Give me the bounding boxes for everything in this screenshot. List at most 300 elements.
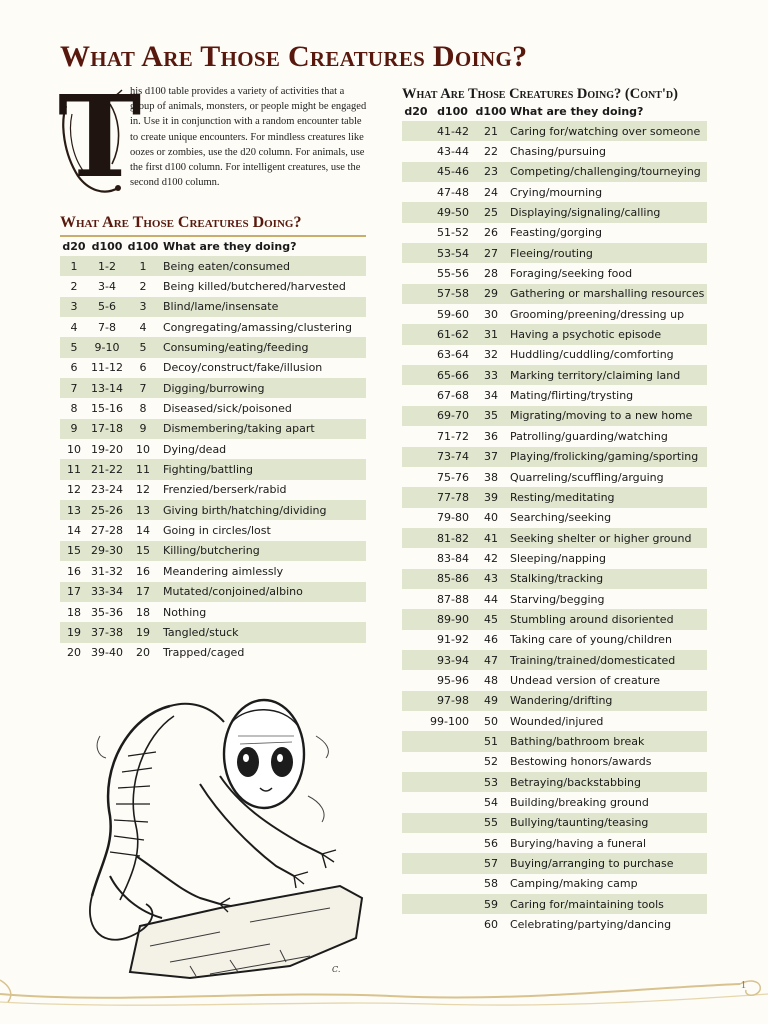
cell-d100-animals: 71-72	[437, 429, 469, 443]
cell-d100-animals: 51-52	[437, 226, 469, 240]
cell-d100-animals: 45-46	[430, 162, 475, 182]
cell-d100-intelligent: 31	[475, 324, 507, 344]
cell-d100-animals: 39-40	[91, 646, 123, 660]
cell-d20	[402, 243, 430, 263]
table-row	[60, 337, 366, 357]
cell-activity: Patrolling/guarding/watching	[509, 429, 668, 443]
cell-d100-intelligent: 13	[126, 500, 160, 520]
table-row	[402, 508, 707, 528]
cell-d20: 16	[67, 564, 81, 578]
cell-activity: Frenzied/berserk/rabid	[163, 483, 287, 497]
cell-d20: 13	[60, 500, 88, 520]
cell-d100-intelligent: 27	[475, 243, 507, 263]
cell-d100-animals: 73-74	[430, 447, 475, 467]
cell-d100-animals: 29-30	[88, 541, 126, 561]
cell-d100-animals: 79-80	[437, 511, 469, 525]
table-row	[402, 345, 707, 365]
cell-d100-intelligent: 60	[483, 918, 498, 932]
table-row	[60, 276, 366, 296]
cell-activity: Tangled/stuck	[160, 622, 366, 642]
cell-d20	[402, 670, 430, 690]
table-row	[402, 406, 707, 426]
cell-d20	[402, 406, 430, 426]
cell-d100-animals: 23-24	[91, 483, 123, 497]
cell-d20: 5	[60, 337, 88, 357]
cell-d100-intelligent: 42	[483, 551, 498, 565]
cell-d100-animals	[430, 792, 475, 812]
cell-d100-animals: 83-84	[437, 551, 469, 565]
cell-d20	[402, 569, 430, 589]
cell-activity: Sleeping/napping	[509, 551, 606, 565]
cell-d100-intelligent: 46	[483, 633, 498, 647]
cell-d100-intelligent: 54	[483, 796, 498, 810]
cell-activity: Mutated/conjoined/albino	[160, 582, 366, 602]
cell-d100-intelligent: 51	[475, 731, 507, 751]
cell-d20: 11	[60, 459, 88, 479]
cell-d20	[402, 508, 430, 528]
table-row	[402, 894, 707, 914]
table2-body	[402, 121, 707, 935]
cell-d100-intelligent: 30	[483, 307, 498, 321]
cell-d20: 10	[67, 442, 81, 456]
cell-d20	[402, 182, 430, 202]
cell-activity: Trapped/caged	[163, 646, 245, 660]
table1	[60, 237, 366, 663]
cell-activity: Gathering or marshalling resources	[507, 284, 707, 304]
cell-d20	[402, 447, 430, 467]
cell-activity: Killing/butchering	[160, 541, 366, 561]
cell-d20: 15	[60, 541, 88, 561]
cell-d100-intelligent: 22	[483, 145, 498, 159]
cell-activity: Competing/challenging/tourneying	[507, 162, 707, 182]
cell-d20	[402, 487, 430, 507]
cell-d100-animals: 99-100	[430, 714, 469, 728]
cell-d100-intelligent: 20	[136, 646, 150, 660]
cell-d20	[402, 894, 430, 914]
table-row	[402, 304, 707, 324]
cell-activity: Playing/frolicking/gaming/sporting	[507, 447, 707, 467]
cell-d20: 19	[60, 622, 88, 642]
cell-d100-intelligent: 43	[475, 569, 507, 589]
cell-d100-intelligent: 56	[483, 836, 498, 850]
cell-d20	[402, 284, 430, 304]
cell-activity: Huddling/cuddling/comforting	[509, 348, 674, 362]
cell-d20	[402, 202, 430, 222]
intro-paragraph	[58, 72, 368, 203]
cell-d20	[402, 589, 430, 609]
cell-d20	[402, 630, 430, 650]
cell-d100-intelligent: 36	[483, 429, 498, 443]
cell-d100-intelligent: 16	[136, 564, 150, 578]
cell-d100-animals: 1-2	[88, 256, 126, 276]
table-row	[60, 459, 366, 479]
cell-activity: Camping/making camp	[509, 877, 638, 891]
cell-d20: 3	[60, 297, 88, 317]
cell-activity: Meandering aimlessly	[163, 564, 284, 578]
table-row	[60, 297, 366, 317]
table1-header-d20: d20	[62, 240, 86, 253]
cell-activity: Dismembering/taking apart	[160, 419, 366, 439]
table2-header-d20: d20	[404, 105, 428, 118]
cell-d20	[402, 365, 430, 385]
cell-d20: 6	[70, 361, 78, 375]
cell-activity: Burying/having a funeral	[509, 836, 647, 850]
cell-d20	[402, 792, 430, 812]
table-row	[60, 561, 366, 581]
cell-activity: Bestowing honors/awards	[509, 755, 652, 769]
cell-activity: Celebrating/partying/dancing	[509, 918, 672, 932]
cell-d20	[402, 752, 430, 772]
cell-d100-intelligent: 59	[475, 894, 507, 914]
table-row	[402, 833, 707, 853]
cell-d100-intelligent: 40	[483, 511, 498, 525]
artist-signature-icon: C.	[332, 965, 341, 974]
table1-header-d100-animals: d100	[91, 240, 123, 253]
cell-d100-intelligent: 35	[475, 406, 507, 426]
cell-activity: Caring for/watching over someone	[507, 121, 707, 141]
cell-d100-intelligent: 29	[475, 284, 507, 304]
cell-activity: Going in circles/lost	[163, 524, 271, 538]
table-row	[402, 447, 707, 467]
cell-d20	[402, 528, 430, 548]
cell-d100-animals: 11-12	[91, 361, 123, 375]
table2-header-activity: What are they doing?	[509, 105, 644, 118]
table-row	[402, 365, 707, 385]
cell-d100-intelligent: 28	[483, 267, 498, 281]
cell-d100-animals: 35-36	[91, 605, 123, 619]
cell-d100-animals: 9-10	[88, 337, 126, 357]
table-row	[402, 731, 707, 751]
cell-d20	[402, 914, 430, 934]
table-row	[60, 643, 366, 663]
cell-d100-intelligent: 21	[475, 121, 507, 141]
table-row	[402, 914, 707, 934]
cell-d100-intelligent: 52	[483, 755, 498, 769]
cell-d20	[402, 324, 430, 344]
table-row	[402, 182, 707, 202]
cell-d100-animals: 33-34	[88, 582, 126, 602]
table-row	[402, 548, 707, 568]
cell-activity: Betraying/backstabbing	[507, 772, 707, 792]
cell-d100-animals: 5-6	[88, 297, 126, 317]
table2-header-d100-animals: d100	[437, 105, 468, 118]
cell-d20	[402, 691, 430, 711]
table-row	[402, 385, 707, 405]
table1-header-d100-intelligent: d100	[127, 240, 159, 253]
cell-activity: Seeking shelter or higher ground	[507, 528, 707, 548]
dropcap-letter	[58, 72, 142, 203]
cell-d100-animals	[430, 874, 475, 894]
dropcap-glyph: T	[58, 72, 142, 203]
cell-d100-animals: 7-8	[98, 320, 116, 334]
cell-d100-animals: 93-94	[430, 650, 475, 670]
cell-d100-animals: 97-98	[430, 691, 475, 711]
cell-d20: 7	[60, 378, 88, 398]
cell-activity: Blind/lame/insensate	[160, 297, 366, 317]
cell-activity: Foraging/seeking food	[509, 267, 633, 281]
cell-d100-animals: 37-38	[88, 622, 126, 642]
creature-illustration	[70, 676, 370, 982]
table-row	[402, 752, 707, 772]
cell-d100-animals: 21-22	[88, 459, 126, 479]
cell-d100-intelligent: 24	[483, 185, 498, 199]
cell-d100-animals: 43-44	[437, 145, 469, 159]
cell-d20	[402, 263, 430, 283]
table-row	[402, 853, 707, 873]
cell-d100-intelligent: 14	[136, 524, 150, 538]
table2-header-row	[402, 102, 707, 121]
cell-activity: Searching/seeking	[509, 511, 612, 525]
table-row	[60, 602, 366, 622]
cell-d100-animals: 49-50	[430, 202, 475, 222]
cell-d100-intelligent: 12	[136, 483, 150, 497]
cell-d100-intelligent: 1	[126, 256, 160, 276]
cell-d20	[402, 385, 430, 405]
cell-d100-intelligent: 50	[483, 714, 498, 728]
cell-d20	[402, 548, 430, 568]
cell-d100-intelligent: 45	[475, 609, 507, 629]
cell-d100-animals: 87-88	[437, 592, 469, 606]
cell-d100-animals: 27-28	[91, 524, 123, 538]
table-row	[60, 582, 366, 602]
table-row	[60, 439, 366, 459]
cell-d100-animals: 81-82	[430, 528, 475, 548]
cell-d20	[402, 711, 430, 731]
cell-d20: 2	[70, 280, 78, 294]
cell-d100-intelligent: 34	[483, 389, 498, 403]
cell-d20: 20	[67, 646, 81, 660]
cell-d20	[402, 121, 430, 141]
cell-activity: Having a psychotic episode	[507, 324, 707, 344]
cell-d100-animals: 53-54	[430, 243, 475, 263]
cell-d100-animals: 65-66	[430, 365, 475, 385]
cell-d20: 9	[60, 419, 88, 439]
cell-d100-intelligent: 57	[475, 853, 507, 873]
cell-d20	[402, 467, 430, 487]
cell-activity: Building/breaking ground	[509, 796, 649, 810]
table-row	[402, 141, 707, 161]
page-number: 1	[741, 980, 746, 991]
table-row	[60, 378, 366, 398]
cell-activity: Displaying/signaling/calling	[507, 202, 707, 222]
cell-d100-intelligent: 55	[475, 813, 507, 833]
cell-activity: Chasing/pursuing	[509, 145, 606, 159]
table-row	[60, 419, 366, 439]
cell-d100-animals	[430, 731, 475, 751]
cell-d100-intelligent: 25	[475, 202, 507, 222]
cell-activity: Migrating/moving to a new home	[507, 406, 707, 426]
page-title: What Are Those Creatures Doing?	[60, 40, 528, 73]
cell-d100-intelligent: 41	[475, 528, 507, 548]
cell-d100-animals: 25-26	[88, 500, 126, 520]
cell-d100-intelligent: 58	[483, 877, 498, 891]
table-row	[402, 121, 707, 141]
table-row	[402, 792, 707, 812]
cell-d100-animals: 91-92	[437, 633, 469, 647]
cell-d20: 14	[67, 524, 81, 538]
table-row	[402, 711, 707, 731]
cell-d20: 18	[67, 605, 81, 619]
table-row	[402, 243, 707, 263]
cell-d20	[402, 833, 430, 853]
cell-activity: Giving birth/hatching/dividing	[160, 500, 366, 520]
cell-d100-animals: 59-60	[437, 307, 469, 321]
cell-activity: Fleeing/routing	[507, 243, 707, 263]
table-row	[402, 670, 707, 690]
cell-d20	[402, 426, 430, 446]
table-row	[402, 263, 707, 283]
table1-header-row	[60, 237, 366, 256]
table-row	[402, 162, 707, 182]
cell-d100-animals: 17-18	[88, 419, 126, 439]
table2-title: What Are Those Creatures Doing? (Cont'd)	[402, 86, 678, 102]
cell-activity: Mating/flirting/trysting	[509, 389, 634, 403]
cell-activity: Wandering/drifting	[507, 691, 707, 711]
table-row	[402, 284, 707, 304]
cell-activity: Nothing	[163, 605, 207, 619]
cell-activity: Marking territory/claiming land	[507, 365, 707, 385]
cell-d100-animals: 63-64	[437, 348, 469, 362]
cell-d100-intelligent: 47	[475, 650, 507, 670]
table1-header-activity: What are they doing?	[163, 240, 297, 253]
cell-d100-intelligent: 19	[126, 622, 160, 642]
cell-activity: Consuming/eating/feeding	[160, 337, 366, 357]
cell-d100-animals: 89-90	[430, 609, 475, 629]
cell-d20	[402, 772, 430, 792]
cell-d100-animals	[430, 894, 475, 914]
cell-activity: Quarreling/scuffling/arguing	[509, 470, 664, 484]
cell-activity: Being eaten/consumed	[160, 256, 366, 276]
table-row	[60, 541, 366, 561]
cell-d100-animals	[430, 772, 475, 792]
cell-d20	[402, 874, 430, 894]
cell-activity: Diseased/sick/poisoned	[163, 402, 292, 416]
cell-d100-animals: 47-48	[437, 185, 469, 199]
cell-d100-animals: 41-42	[430, 121, 475, 141]
cell-d100-intelligent: 6	[139, 361, 147, 375]
table-row	[402, 630, 707, 650]
cell-d20: 4	[70, 320, 78, 334]
cell-d100-animals: 95-96	[437, 673, 469, 687]
table-row	[402, 324, 707, 344]
cell-d100-intelligent: 8	[139, 402, 147, 416]
cell-d100-animals: 77-78	[430, 487, 475, 507]
cell-d100-intelligent: 3	[126, 297, 160, 317]
cell-d20	[402, 813, 430, 833]
cell-d100-intelligent: 17	[126, 582, 160, 602]
cell-d100-intelligent: 4	[139, 320, 147, 334]
table-row	[402, 874, 707, 894]
cell-d100-animals: 19-20	[91, 442, 123, 456]
cell-d100-animals: 57-58	[430, 284, 475, 304]
cell-d20	[402, 162, 430, 182]
cell-d100-animals: 75-76	[437, 470, 469, 484]
cell-d100-animals: 61-62	[430, 324, 475, 344]
cell-d100-animals: 55-56	[437, 267, 469, 281]
table-row	[402, 813, 707, 833]
cell-d100-intelligent: 15	[126, 541, 160, 561]
cell-d100-animals	[430, 813, 475, 833]
cell-d100-intelligent: 49	[475, 691, 507, 711]
cell-d100-intelligent: 33	[475, 365, 507, 385]
table-row	[402, 426, 707, 446]
cell-d100-intelligent: 38	[483, 470, 498, 484]
cell-activity: Crying/mourning	[509, 185, 603, 199]
cell-activity: Wounded/injured	[509, 714, 604, 728]
cell-activity: Taking care of young/children	[509, 633, 672, 647]
cell-activity: Grooming/preening/dressing up	[509, 307, 685, 321]
table-row	[402, 467, 707, 487]
cell-activity: Training/trained/domesticated	[507, 650, 707, 670]
cell-d100-intelligent: 5	[126, 337, 160, 357]
cell-activity: Starving/begging	[509, 592, 605, 606]
cell-activity: Undead version of creature	[509, 673, 661, 687]
cell-d100-animals: 69-70	[430, 406, 475, 426]
table2	[402, 102, 707, 935]
cell-d100-intelligent: 53	[475, 772, 507, 792]
cell-d20	[402, 650, 430, 670]
cell-d100-animals	[430, 833, 475, 853]
table-row	[402, 223, 707, 243]
table-row	[402, 691, 707, 711]
cell-d20: 8	[70, 402, 78, 416]
cell-d100-intelligent: 48	[483, 673, 498, 687]
cell-activity: Stalking/tracking	[507, 569, 707, 589]
cell-d100-intelligent: 44	[483, 592, 498, 606]
cell-activity: Caring for/maintaining tools	[507, 894, 707, 914]
cell-d20	[402, 853, 430, 873]
table1-title: What Are Those Creatures Doing?	[60, 214, 302, 231]
cell-activity: Being killed/butchered/harvested	[163, 280, 346, 294]
cell-activity: Bullying/taunting/teasing	[507, 813, 707, 833]
table-row	[60, 480, 366, 500]
table-row	[402, 772, 707, 792]
table-row	[402, 569, 707, 589]
cell-d20	[402, 141, 430, 161]
table-row	[402, 528, 707, 548]
cell-d20	[402, 223, 430, 243]
cell-d100-intelligent: 18	[136, 605, 150, 619]
cell-d100-intelligent: 37	[475, 447, 507, 467]
cell-d20	[402, 345, 430, 365]
cell-d100-animals	[430, 853, 475, 873]
cell-activity: Bathing/bathroom break	[507, 731, 707, 751]
table-row	[402, 609, 707, 629]
cell-activity: Congregating/amassing/clustering	[163, 320, 352, 334]
cell-d100-animals: 13-14	[88, 378, 126, 398]
cell-d100-animals: 85-86	[430, 569, 475, 589]
cell-activity: Dying/dead	[163, 442, 227, 456]
table-row	[402, 202, 707, 222]
footer-flourish-icon	[0, 960, 768, 1024]
cell-d100-animals: 67-68	[437, 389, 469, 403]
cell-activity: Buying/arranging to purchase	[507, 853, 707, 873]
cell-activity: Fighting/battling	[160, 459, 366, 479]
cell-d20: 17	[60, 582, 88, 602]
table-row	[60, 500, 366, 520]
cell-d20	[402, 609, 430, 629]
table-row	[60, 358, 366, 378]
cell-d100-intelligent: 9	[126, 419, 160, 439]
cell-activity: Decoy/construct/fake/illusion	[163, 361, 323, 375]
cell-d20: 12	[67, 483, 81, 497]
table-row	[60, 622, 366, 642]
cell-d100-intelligent: 26	[483, 226, 498, 240]
cell-activity: Feasting/gorging	[509, 226, 602, 240]
cell-d100-intelligent: 11	[126, 459, 160, 479]
cell-d20: 1	[60, 256, 88, 276]
cell-activity: Resting/meditating	[507, 487, 707, 507]
